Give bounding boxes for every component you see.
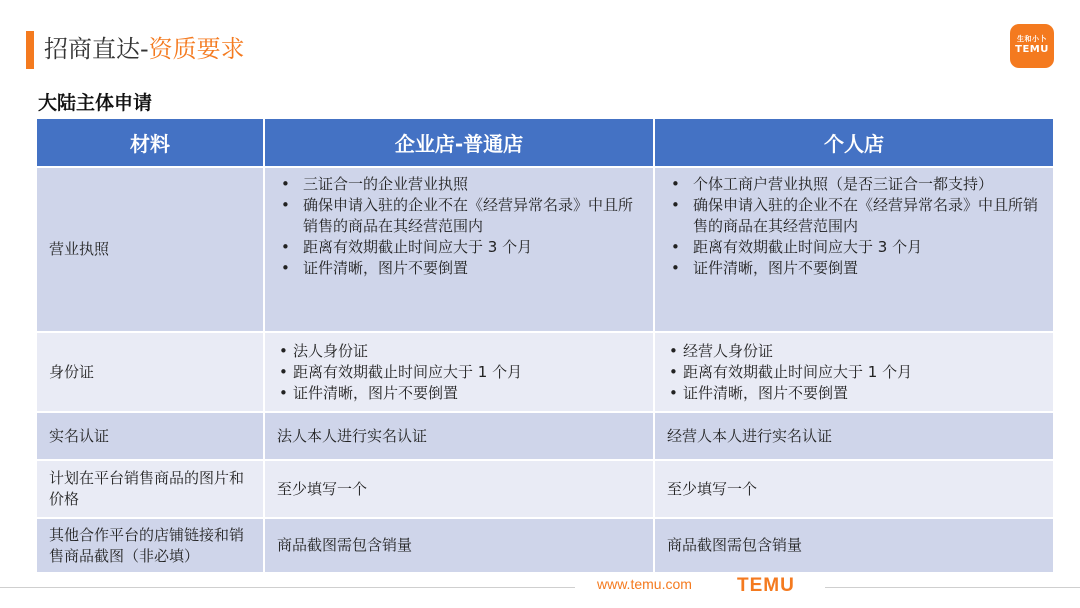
cell-personal: 至少填写一个 bbox=[654, 460, 1053, 518]
enterprise-license-list bbox=[277, 174, 641, 279]
personal-id-list bbox=[667, 341, 1041, 404]
list-item: • 证件清晰，图片不要倒置 bbox=[667, 383, 1041, 404]
title-accent-bar bbox=[26, 31, 34, 69]
section-subtitle: 大陆主体申请 bbox=[38, 92, 153, 114]
table-row-product-images bbox=[37, 460, 1053, 518]
cell-personal bbox=[654, 167, 1053, 332]
table-header-row bbox=[37, 119, 1053, 167]
list-item: • 三证合一的企业营业执照 bbox=[277, 174, 641, 195]
list-item: • 距离有效期截止时间应大于 1 个月 bbox=[277, 362, 641, 383]
cell-personal: 商品截图需包含销量 bbox=[654, 518, 1053, 572]
cell-material: 实名认证 bbox=[37, 412, 264, 460]
temu-logo bbox=[1010, 24, 1054, 68]
cell-personal bbox=[654, 332, 1053, 412]
cell-personal: 经营人本人进行实名认证 bbox=[654, 412, 1053, 460]
page-title bbox=[44, 33, 245, 65]
list-item: • 个体工商户营业执照（是否三证合一都支持） bbox=[667, 174, 1041, 195]
cell-material: 其他合作平台的店铺链接和销售商品截图（非必填） bbox=[37, 518, 264, 572]
footer-brand-logo: TEMU bbox=[737, 575, 795, 596]
header-enterprise-store: 企业店-普通店 bbox=[264, 119, 654, 167]
header-material: 材料 bbox=[37, 119, 264, 167]
table-row-other-platforms bbox=[37, 518, 1053, 572]
list-item: • 证件清晰，图片不要倒置 bbox=[277, 383, 641, 404]
list-item: • 证件清晰，图片不要倒置 bbox=[277, 258, 641, 279]
temu-logo-text: TEMU bbox=[1015, 44, 1049, 55]
list-item: • 经营人身份证 bbox=[667, 341, 1041, 362]
cell-material: 营业执照 bbox=[37, 167, 264, 332]
table-row-business-license bbox=[37, 167, 1053, 332]
list-item: • 距离有效期截止时间应大于 3 个月 bbox=[277, 237, 641, 258]
list-item: • 确保申请入驻的企业不在《经营异常名录》中且所销售的商品在其经营范围内 bbox=[667, 195, 1041, 237]
list-item: • 距离有效期截止时间应大于 3 个月 bbox=[667, 237, 1041, 258]
cell-enterprise bbox=[264, 332, 654, 412]
cell-enterprise: 商品截图需包含销量 bbox=[264, 518, 654, 572]
header-personal-store: 个人店 bbox=[654, 119, 1053, 167]
table-row-real-name bbox=[37, 412, 1053, 460]
cell-material: 身份证 bbox=[37, 332, 264, 412]
list-item: • 法人身份证 bbox=[277, 341, 641, 362]
list-item: • 距离有效期截止时间应大于 1 个月 bbox=[667, 362, 1041, 383]
footer-url: www.temu.com bbox=[597, 576, 692, 592]
requirements-table bbox=[37, 119, 1053, 572]
page-title-main: 招商直达- bbox=[44, 35, 149, 63]
enterprise-id-list bbox=[277, 341, 641, 404]
list-item: • 确保申请入驻的企业不在《经营异常名录》中且所销售的商品在其经营范围内 bbox=[277, 195, 641, 237]
footer-divider-right bbox=[825, 587, 1080, 588]
cell-material: 计划在平台销售商品的图片和价格 bbox=[37, 460, 264, 518]
list-item: • 证件清晰，图片不要倒置 bbox=[667, 258, 1041, 279]
page-title-accent: 资质要求 bbox=[148, 35, 245, 63]
personal-license-list bbox=[667, 174, 1041, 279]
cell-enterprise bbox=[264, 167, 654, 332]
temu-logo-small-text: 生和小卜 bbox=[1017, 35, 1047, 43]
footer-divider-left bbox=[0, 587, 575, 588]
cell-enterprise: 至少填写一个 bbox=[264, 460, 654, 518]
cell-enterprise: 法人本人进行实名认证 bbox=[264, 412, 654, 460]
table-row-id-card bbox=[37, 332, 1053, 412]
